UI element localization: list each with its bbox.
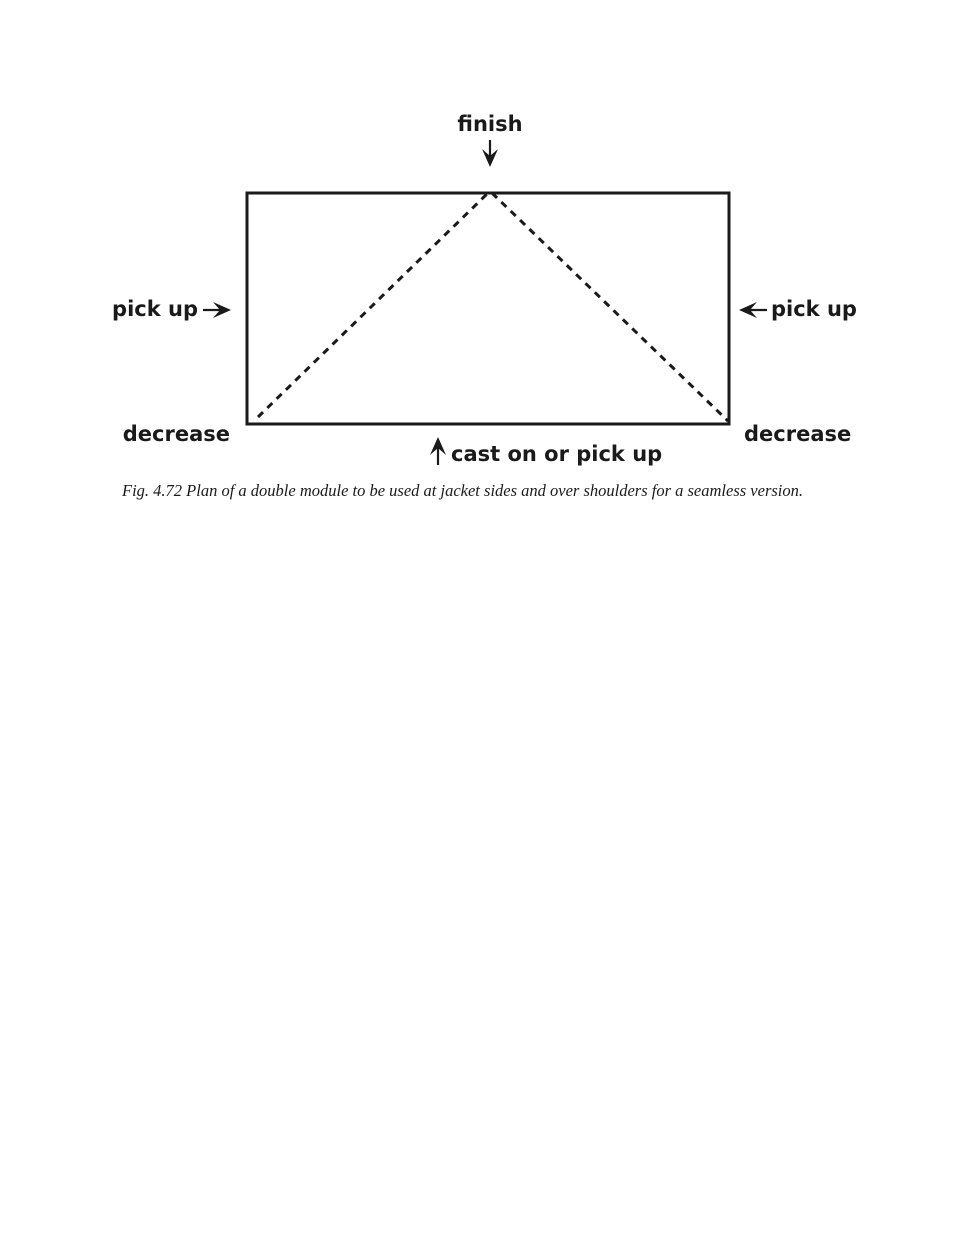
label-finish: finish bbox=[457, 112, 523, 136]
label-decrease-left: decrease bbox=[122, 422, 230, 446]
module-rectangle bbox=[247, 193, 729, 424]
label-decrease-right: decrease bbox=[744, 422, 852, 446]
up-arrow-icon bbox=[430, 437, 446, 465]
label-pick-up-left: pick up bbox=[112, 297, 198, 321]
right-arrow-icon bbox=[203, 302, 231, 318]
left-arrow-icon bbox=[739, 302, 767, 318]
figure-caption: Fig. 4.72 Plan of a double module to be used at jacket sides and over shoulders for a seamless version. bbox=[122, 481, 803, 500]
dashed-line-right bbox=[492, 193, 728, 421]
module-plan-diagram bbox=[0, 0, 970, 480]
dashed-line-left bbox=[258, 193, 488, 417]
label-cast-on: cast on or pick up bbox=[451, 442, 663, 466]
down-arrow-icon bbox=[482, 140, 498, 167]
label-pick-up-right: pick up bbox=[771, 297, 857, 321]
